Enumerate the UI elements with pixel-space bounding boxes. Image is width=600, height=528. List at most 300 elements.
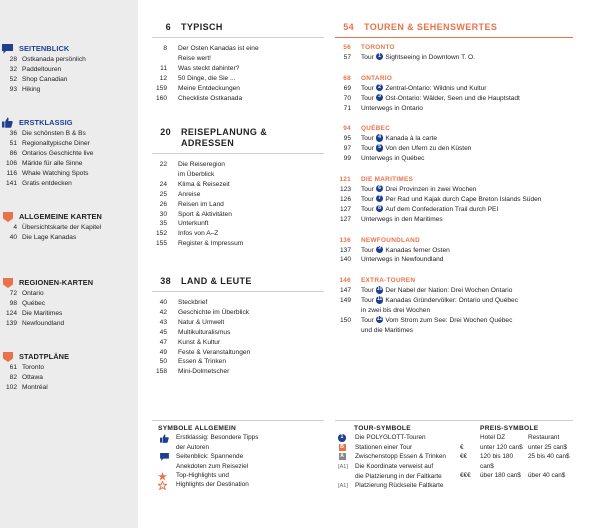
item-label: Unterwegs in Québec — [361, 155, 425, 163]
list-item[interactable] — [152, 328, 324, 338]
tour-item[interactable] — [335, 53, 575, 63]
list-item[interactable] — [152, 94, 324, 104]
item-label: Mini-Dolmetscher — [178, 368, 230, 376]
sidebar-section-stadtplaene — [5, 351, 134, 393]
item-label: Die schönsten B & Bs — [22, 130, 86, 137]
price-symbol: € — [460, 443, 464, 451]
legend-price — [460, 424, 580, 480]
list-item[interactable] — [2, 223, 134, 233]
tour-block — [335, 43, 575, 63]
page-number: 93 — [9, 85, 17, 93]
region-title: DIE MARITIMES — [361, 176, 414, 184]
list-item[interactable] — [2, 85, 134, 95]
price-restaurant: über 40 can$ — [528, 472, 566, 480]
page-number: 25 — [159, 190, 167, 198]
tour-prefix: Tour — [361, 316, 374, 324]
divider — [152, 153, 324, 154]
divider — [152, 37, 324, 38]
item-label: Sport & Aktivitäten — [178, 210, 232, 218]
thumbs-up-icon — [2, 117, 13, 128]
price-hotel: über 180 can$ — [480, 472, 521, 480]
tour-prefix: Tour — [361, 145, 374, 153]
item-label: Per Rad und Kajak durch Cape Breton Islands Süden — [385, 195, 542, 203]
list-item[interactable] — [2, 233, 134, 243]
legend-text: Anekdoten zum Reiseziel — [176, 462, 249, 470]
region-heading[interactable] — [335, 236, 575, 246]
tour-item[interactable] — [335, 205, 575, 215]
legend-text: Die Koordinate verweist auf — [355, 462, 434, 470]
list-item[interactable] — [2, 55, 134, 65]
tour-block — [335, 175, 575, 225]
page-number: 123 — [339, 185, 351, 193]
page-number: 56 — [343, 44, 351, 51]
page-number: 42 — [159, 308, 167, 316]
item-label: Anreise — [178, 190, 201, 198]
tour-number-icon: 7 — [376, 195, 384, 203]
list-item[interactable] — [152, 190, 324, 200]
page-number: 137 — [339, 246, 351, 254]
price-hotel: 120 bis 180 can$ — [480, 453, 514, 470]
item-label: Montréal — [22, 383, 48, 391]
page-number: 140 — [339, 256, 351, 264]
item-label: Sightseeing in Downtown T. O. — [385, 53, 476, 61]
chapter-title: TOUREN & SEHENSWERTES — [364, 22, 498, 32]
item-label: Die Maritimes — [22, 309, 63, 317]
page-number — [152, 54, 167, 64]
chapter-items — [152, 298, 324, 377]
page-number: 146 — [339, 277, 351, 285]
page-number: 127 — [339, 215, 351, 223]
region-heading[interactable] — [335, 175, 575, 185]
tour-prefix: Tour — [361, 195, 374, 203]
tour-block — [335, 236, 575, 266]
page-number: 50 — [159, 358, 167, 366]
page-number: 124 — [5, 309, 17, 317]
list-item[interactable] — [2, 309, 134, 319]
page-number: 82 — [9, 373, 17, 381]
list-item[interactable] — [335, 326, 575, 336]
list-item[interactable] — [152, 210, 324, 220]
tour-block — [335, 276, 575, 335]
page-number: 98 — [9, 299, 17, 307]
price-head-hotel: Hotel DZ — [480, 434, 506, 442]
item-label: Ontarios Geschichte live — [22, 149, 94, 157]
list-item[interactable] — [152, 170, 324, 180]
item-label: Was steckt dahinter? — [178, 64, 240, 72]
region-heading[interactable] — [335, 43, 575, 53]
tour-prefix: Tour — [361, 205, 374, 213]
item-label: Unterwegs in Newfoundland — [361, 256, 444, 264]
sidebar-section-regionen-karten — [5, 277, 134, 329]
page-number: 141 — [5, 179, 17, 187]
section-title: ERSTKLASSIG — [19, 118, 73, 127]
chapter-title: TYPISCH — [181, 22, 223, 32]
list-item[interactable] — [152, 200, 324, 210]
list-item[interactable] — [2, 373, 134, 383]
list-item[interactable] — [335, 215, 575, 225]
item-label: Whale Watching Spots — [22, 169, 89, 177]
tour-blocks — [335, 43, 575, 336]
page-number: 106 — [5, 159, 17, 167]
page-number: 40 — [159, 299, 167, 306]
page-number: 69 — [343, 84, 351, 92]
chapter-title: REISEPLANUNG & — [181, 127, 268, 137]
divider — [152, 420, 324, 421]
price-head-restaurant: Restaurant — [528, 434, 560, 442]
item-label: Toronto — [22, 364, 44, 371]
sidebar-section-seitenblick — [9, 43, 134, 95]
legend-text: Platzierung Rückseite Faltkarte — [355, 482, 444, 490]
list-item[interactable] — [2, 75, 134, 85]
page-number — [335, 306, 351, 316]
tour-prefix: Tour — [361, 94, 374, 102]
legend-title: TOUR-SYMBOLE — [354, 425, 411, 432]
item-label: Québec — [22, 299, 46, 307]
region-title: ONTARIO — [361, 74, 393, 82]
map-marker-icon — [2, 277, 13, 288]
item-label: Essen & Trinken — [178, 358, 227, 366]
page-number: 149 — [339, 297, 351, 305]
food-stop-icon: A — [340, 453, 344, 460]
page-number: 116 — [6, 169, 17, 177]
legend-text: die Platzierung in der Faltkarte — [355, 473, 442, 481]
page-number: 160 — [155, 94, 167, 102]
price-hotel: unter 120 can$ — [480, 443, 523, 451]
page-number: 52 — [9, 75, 17, 83]
item-label: Reisen im Land — [178, 200, 224, 208]
item-label: Der Osten Kanadas ist eine — [178, 45, 259, 52]
list-item[interactable] — [152, 357, 324, 367]
tour-number-icon: 8 — [376, 205, 384, 213]
item-label: Kanada à la carte — [385, 135, 438, 143]
chapter-heading[interactable] — [152, 22, 223, 33]
list-item[interactable] — [152, 239, 324, 249]
region-title: TORONTO — [361, 44, 395, 51]
list-item[interactable] — [152, 74, 324, 84]
item-label: Der Nabel der Nation: Drei Wochen Ontario — [385, 287, 513, 295]
chapter-title: LAND & LEUTE — [181, 276, 252, 286]
page-number: 136 — [339, 236, 351, 244]
chapter-heading[interactable] — [152, 276, 252, 287]
list-item[interactable] — [2, 299, 134, 309]
station-icon: B — [340, 443, 344, 450]
item-label: Unterwegs in Ontario — [361, 104, 423, 112]
page-number: 24 — [159, 180, 167, 188]
list-item[interactable] — [152, 338, 324, 348]
legend-text: Seitenblick: Spannende — [176, 453, 244, 461]
tour-item[interactable] — [335, 185, 575, 195]
legend-title: PREIS-SYMBOLE — [480, 425, 539, 432]
page-number: 150 — [339, 316, 351, 324]
page-number: 152 — [155, 230, 167, 238]
region-title: EXTRA-TOUREN — [361, 277, 416, 285]
chapter-number: 54 — [343, 22, 354, 32]
tour-item[interactable] — [335, 134, 575, 144]
tour-prefix: Tour — [361, 84, 374, 92]
item-label: im Überblick — [178, 170, 215, 178]
page-number: 61 — [9, 364, 17, 371]
item-label: Übersichtskarte der Kapitel — [22, 224, 102, 231]
tour-number-icon: 6 — [376, 185, 384, 193]
section-title: ALLGEMEINE KARTEN — [19, 212, 102, 221]
tour-number-icon: 1 — [338, 434, 346, 442]
page-number: 45 — [159, 328, 167, 336]
tour-item[interactable] — [335, 144, 575, 154]
tour-prefix: Tour — [361, 287, 374, 295]
item-label: in zwei bis drei Wochen — [361, 307, 431, 315]
legend-row — [336, 433, 466, 442]
page-number: 159 — [155, 84, 167, 92]
legend-text: Zwischenstopp Essen & Trinken — [355, 453, 446, 461]
page-number: 43 — [159, 318, 167, 326]
item-label: Paddeltouren — [22, 65, 62, 73]
list-item[interactable] — [2, 179, 134, 189]
item-label: Ostkanada persönlich — [22, 56, 86, 63]
coordinate-back-icon: [A1] — [338, 483, 348, 490]
sidebar — [0, 0, 138, 528]
list-item[interactable] — [2, 149, 134, 159]
item-label: Steckbrief — [178, 299, 208, 306]
divider — [335, 37, 573, 38]
page-number — [335, 326, 351, 336]
page-number: 70 — [343, 94, 351, 102]
item-label: Geschichte im Überblick — [178, 308, 250, 316]
chapter-number: 38 — [160, 276, 171, 286]
tour-item[interactable] — [335, 296, 575, 306]
section-title: STADTPLÄNE — [19, 352, 70, 361]
divider — [335, 420, 573, 421]
tour-number-icon: 2 — [376, 84, 384, 92]
list-item[interactable] — [152, 219, 324, 229]
legend-row — [158, 433, 328, 452]
legend-row — [158, 452, 328, 471]
list-item[interactable] — [152, 44, 324, 54]
item-label: Natur & Umwelt — [178, 318, 225, 326]
item-label: Die Lage Kanadas — [22, 233, 77, 241]
page-number: 121 — [339, 176, 351, 184]
region-title: NEWFOUNDLAND — [361, 236, 420, 244]
page-number: 47 — [159, 338, 167, 346]
page-number: 35 — [159, 220, 167, 228]
item-label: Kanadas Gründervölker: Ontario und Québec — [385, 297, 519, 305]
item-label: Ontario — [22, 290, 44, 297]
item-label: Kanadas ferner Osten — [385, 246, 450, 254]
legend-row — [336, 462, 466, 472]
chapter-items — [152, 44, 324, 103]
page-number: 147 — [339, 287, 351, 295]
map-marker-icon — [2, 211, 13, 222]
tour-number-icon: 5 — [376, 144, 384, 152]
item-label: Register & Impressum — [178, 240, 244, 248]
item-label: 50 Dinge, die Sie ... — [178, 74, 236, 82]
list-item[interactable] — [152, 298, 324, 308]
list-item[interactable] — [2, 169, 134, 179]
item-label: Feste & Veranstaltungen — [178, 348, 251, 356]
legend-row — [460, 471, 580, 480]
tour-item[interactable] — [335, 286, 575, 296]
legend-row — [336, 452, 466, 461]
page-number: 49 — [159, 348, 167, 356]
page-number: 72 — [9, 290, 17, 297]
item-label: Infos von A–Z — [178, 230, 219, 238]
chapter-title-line2: ADRESSEN — [181, 137, 235, 148]
tour-prefix: Tour — [361, 297, 374, 305]
legend-text: Die POLYGLOTT-Touren — [355, 434, 426, 442]
list-item[interactable] — [2, 319, 134, 329]
page-number: 102 — [5, 383, 17, 391]
tour-item[interactable] — [335, 246, 575, 256]
item-label: Von den Ufern zu den Küsten — [385, 145, 472, 153]
item-label: Shop Canadian — [22, 75, 68, 83]
page-number: 26 — [159, 200, 167, 208]
list-item[interactable] — [2, 383, 134, 393]
legend-row — [460, 433, 580, 442]
page-number: 8 — [163, 45, 167, 52]
page-number: 4 — [13, 224, 17, 231]
page-number: 127 — [339, 205, 351, 213]
legend-general — [158, 424, 328, 490]
page-number: 68 — [343, 74, 351, 82]
legend-text: Stationen einer Tour — [355, 443, 413, 451]
item-label: Meine Entdeckungen — [178, 84, 240, 92]
legend-title: SYMBOLE ALLGEMEIN — [158, 425, 237, 432]
list-item[interactable] — [152, 84, 324, 94]
section-title: SEITENBLICK — [19, 44, 70, 53]
speech-bubble-icon — [2, 43, 13, 54]
item-label: Unterkunft — [178, 220, 209, 228]
legend-row — [460, 452, 580, 471]
list-item[interactable] — [152, 180, 324, 190]
page-number: 126 — [339, 195, 351, 203]
page-number: 57 — [343, 53, 351, 61]
tour-prefix: Tour — [361, 246, 374, 254]
tour-number-icon: 1 — [376, 53, 384, 61]
tour-prefix: Tour — [361, 53, 374, 61]
coordinate-icon: [A1] — [338, 463, 348, 470]
list-item[interactable] — [152, 318, 324, 328]
list-item[interactable] — [152, 367, 324, 377]
tour-number-icon: 10 — [376, 286, 383, 293]
region-heading[interactable] — [335, 124, 575, 134]
list-item[interactable] — [152, 308, 324, 318]
price-symbol: €€€ — [460, 472, 471, 480]
tour-item[interactable] — [335, 84, 575, 94]
list-item[interactable] — [2, 129, 134, 139]
tour-number-icon: 11 — [376, 295, 383, 302]
page-number: 86 — [9, 149, 17, 157]
item-label: Reise wert! — [178, 54, 211, 62]
sidebar-section-allgemeine-karten — [9, 211, 134, 243]
page-number: 28 — [9, 56, 17, 63]
page-number: 97 — [343, 145, 351, 153]
chapter-heading[interactable] — [152, 127, 267, 148]
page-number: 32 — [9, 65, 17, 73]
item-label: Die Reiseregion — [178, 161, 225, 168]
list-item[interactable] — [2, 289, 134, 299]
sidebar-section-erstklassig — [5, 117, 134, 188]
list-item[interactable] — [152, 54, 324, 64]
list-item[interactable] — [335, 306, 575, 316]
price-restaurant: 25 bis 40 can$ — [528, 453, 570, 461]
thumbs-up-icon — [158, 433, 170, 443]
item-label: Unterwegs in den Maritimes — [361, 215, 443, 223]
list-item[interactable] — [152, 160, 324, 170]
page-number: 158 — [155, 368, 167, 376]
region-heading[interactable] — [335, 74, 575, 84]
list-item[interactable] — [335, 154, 575, 164]
item-label: Regionaltypische Diner — [22, 139, 90, 147]
list-item[interactable] — [2, 139, 134, 149]
item-label: Newfoundland — [22, 319, 65, 327]
list-item[interactable] — [152, 348, 324, 358]
price-restaurant: unter 25 can$ — [528, 443, 568, 451]
region-title: QUÉBEC — [361, 125, 391, 133]
tour-item[interactable] — [335, 195, 575, 205]
tour-prefix: Tour — [361, 185, 374, 193]
chapter-heading[interactable] — [335, 22, 497, 32]
price-symbol: €€ — [460, 453, 468, 461]
list-item[interactable] — [2, 159, 134, 169]
section-title: REGIONEN-KARTEN — [19, 278, 94, 287]
item-label: Checkliste Ostkanada — [178, 94, 243, 102]
item-label: Gratis entdecken — [22, 179, 72, 187]
page-number: 95 — [343, 135, 351, 143]
page-number — [152, 170, 167, 180]
item-label: Kunst & Kultur — [178, 338, 221, 346]
page-number: 51 — [9, 139, 17, 147]
page-number: 139 — [5, 319, 17, 327]
tour-prefix: Tour — [361, 135, 374, 143]
page-number: 12 — [159, 74, 167, 82]
legend-text: Top-Highlights und — [176, 472, 229, 480]
chapter-number: 20 — [160, 127, 171, 137]
page-number: 94 — [343, 125, 351, 133]
tour-block — [335, 124, 575, 164]
legend-text: der Autoren — [176, 443, 210, 451]
page-number: 22 — [159, 161, 167, 168]
item-label: Multikulturalismus — [178, 328, 231, 336]
item-label: Klima & Reisezeit — [178, 180, 230, 188]
item-label: Vom Strom zum See: Drei Wochen Québec — [385, 316, 513, 324]
tour-number-icon: 3 — [376, 94, 384, 102]
list-item[interactable] — [335, 104, 575, 114]
page-number: 11 — [160, 64, 167, 72]
item-label: Märkte für alle Sinne — [22, 159, 83, 167]
tour-number-icon: 12 — [376, 315, 383, 322]
list-item[interactable] — [2, 363, 134, 373]
list-item[interactable] — [335, 255, 575, 265]
tour-item[interactable] — [335, 316, 575, 326]
legend-row — [460, 443, 580, 452]
region-heading[interactable] — [335, 276, 575, 286]
item-label: Ost-Ontario: Wälder, Seen und die Hauptstadt — [385, 94, 520, 102]
divider — [152, 291, 324, 292]
item-label: Auf dem Confederation Trail durch PEI — [385, 205, 499, 213]
item-label: Hiking — [22, 85, 41, 93]
item-label: und die Maritimes — [361, 326, 414, 334]
tour-item[interactable] — [335, 94, 575, 104]
list-item[interactable] — [2, 65, 134, 75]
item-label: Drei Provinzen in zwei Wochen — [385, 185, 477, 193]
chapter-number: 6 — [165, 22, 171, 32]
legend-row — [336, 443, 466, 452]
list-item[interactable] — [152, 229, 324, 239]
chapter-items — [152, 160, 324, 249]
page-number: 30 — [159, 210, 167, 218]
list-item[interactable] — [152, 64, 324, 74]
item-label: Zentral-Ontario: Wildnis und Kultur — [385, 84, 487, 92]
legend-row — [336, 481, 466, 491]
